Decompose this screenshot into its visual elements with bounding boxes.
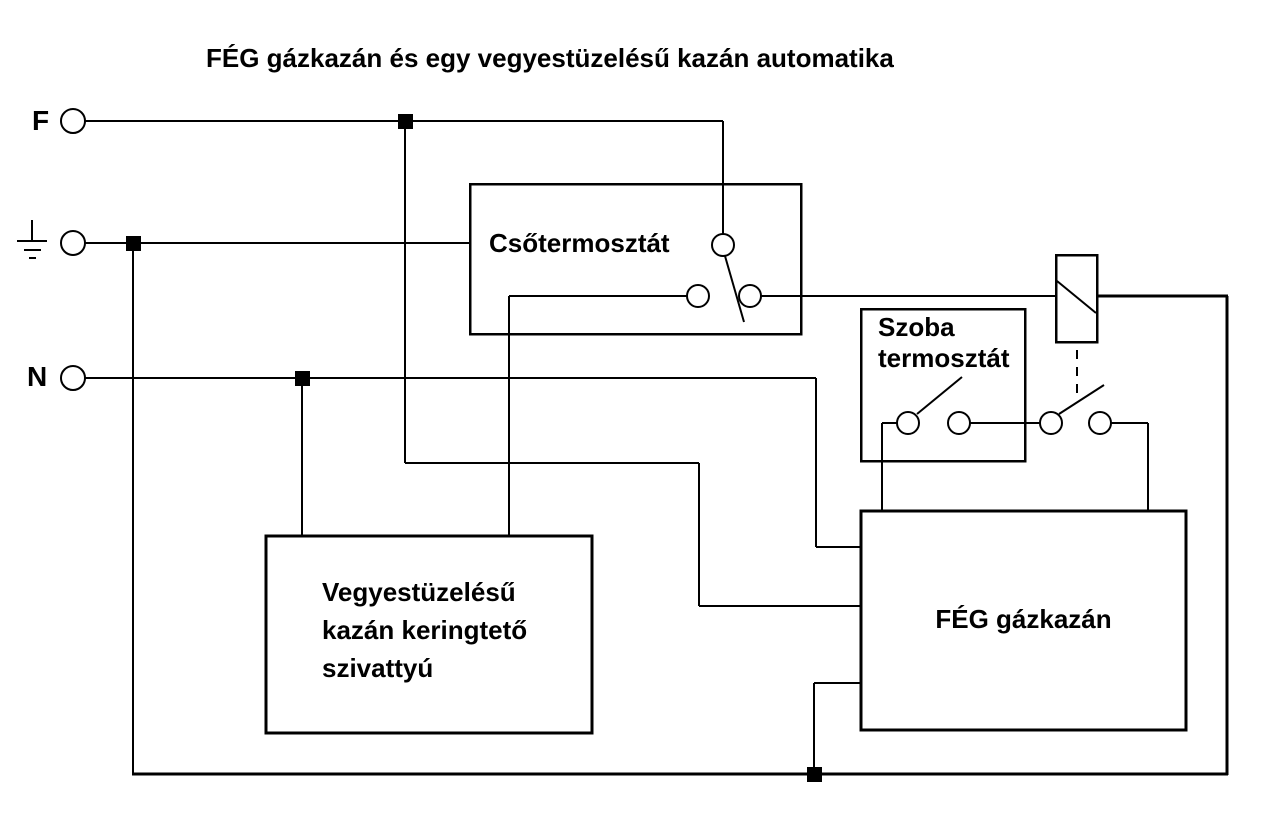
earth-ground-icon — [17, 220, 47, 258]
pipe-thermostat-box — [470, 184, 801, 334]
switch-lever — [1059, 385, 1104, 414]
switch-lever — [917, 377, 962, 414]
mixed-fuel-pump-label-line2: kazán keringtető — [322, 615, 528, 645]
pipe-thermostat-wire — [509, 296, 1228, 775]
mixed-fuel-pump-label-line1: Vegyestüzelésű — [322, 577, 516, 607]
phase-terminal-label: F — [32, 105, 50, 136]
junction-dot — [126, 236, 141, 251]
room-thermostat-wire — [882, 423, 1148, 511]
switch-contact — [948, 412, 970, 434]
switch-contact — [1040, 412, 1062, 434]
switch-contact — [687, 285, 709, 307]
room-thermostat-label-line1: Szoba — [878, 312, 955, 342]
diagram-title: FÉG gázkazán és egy vegyestüzelésű kazán automatika — [206, 43, 894, 73]
relay-switch — [1040, 385, 1111, 434]
switch-contact — [712, 234, 734, 256]
phase-wire — [85, 121, 861, 606]
junction-dot — [807, 767, 822, 782]
phase-terminal-circle — [61, 109, 85, 133]
room-thermostat-switch — [897, 377, 970, 434]
mixed-fuel-pump-label — [322, 573, 527, 687]
mixed-fuel-pump-label-line3: szivattyú — [322, 653, 434, 683]
pipe-thermostat-switch — [687, 234, 761, 322]
pipe-thermostat-label: Csőtermosztát — [489, 228, 670, 258]
switch-contact — [739, 285, 761, 307]
gas-boiler-label: FÉG gázkazán — [935, 604, 1112, 634]
neutral-terminal-circle — [61, 366, 85, 390]
room-thermostat-label-line2: termosztát — [878, 343, 1010, 373]
neutral-terminal-label: N — [27, 361, 48, 392]
junction-dot — [295, 371, 310, 386]
junction-dot — [398, 114, 413, 129]
room-thermostat-label — [878, 312, 1009, 374]
relay-coil-icon — [1056, 255, 1097, 396]
switch-contact — [1089, 412, 1111, 434]
earth-terminal-circle — [61, 231, 85, 255]
switch-contact — [897, 412, 919, 434]
